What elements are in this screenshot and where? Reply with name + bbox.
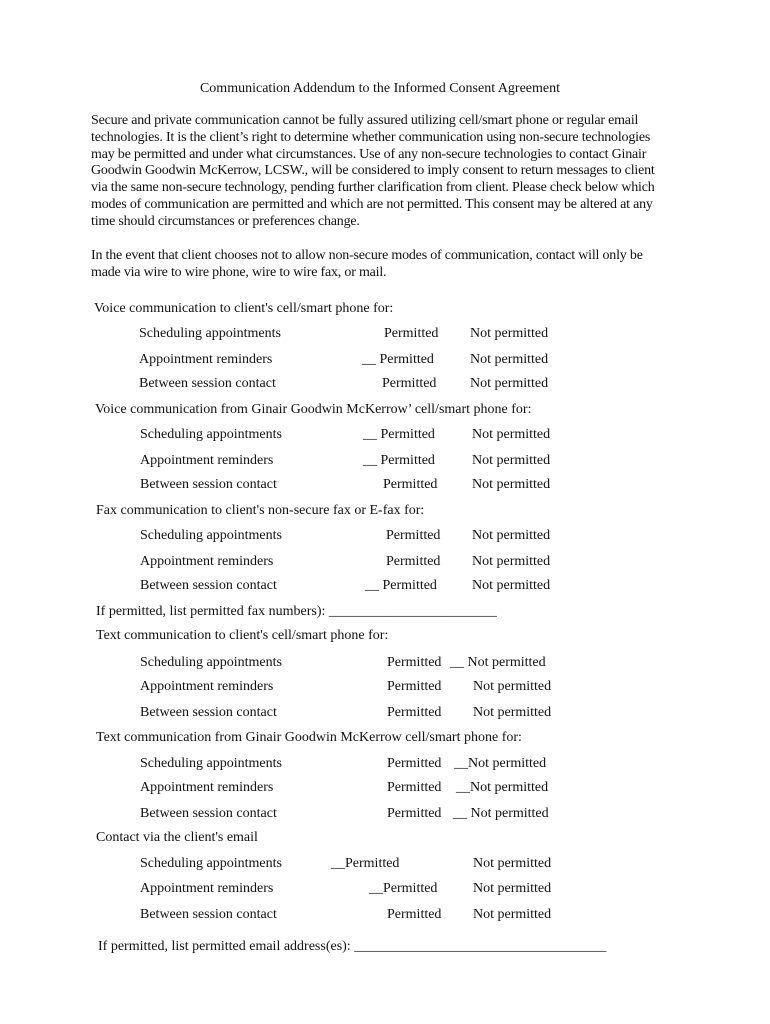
row-label: Scheduling appointments bbox=[139, 326, 281, 341]
row-label: Appointment reminders bbox=[140, 453, 274, 468]
not-permitted-option[interactable]: Not permitted bbox=[472, 477, 551, 492]
section-heading: Voice communication from Ginair Goodwin McKerrow’ cell/smart phone for: bbox=[95, 402, 532, 417]
permitted-option[interactable]: __ Permitted bbox=[363, 453, 435, 468]
permitted-option[interactable]: Permitted bbox=[387, 756, 442, 771]
row-label: Between session contact bbox=[140, 477, 277, 492]
permitted-option[interactable]: Permitted bbox=[387, 705, 442, 720]
not-permitted-option[interactable]: __ Not permitted bbox=[453, 806, 549, 821]
row-label: Scheduling appointments bbox=[140, 756, 282, 771]
fax-numbers-line[interactable]: If permitted, list permitted fax numbers): ________________________ bbox=[96, 604, 497, 619]
permitted-option[interactable]: Permitted bbox=[386, 528, 441, 543]
row-label: Appointment reminders bbox=[140, 881, 274, 896]
row-label: Between session contact bbox=[140, 907, 277, 922]
row-label: Scheduling appointments bbox=[140, 427, 282, 442]
not-permitted-option[interactable]: Not permitted bbox=[473, 881, 552, 896]
not-permitted-option[interactable]: Not permitted bbox=[473, 907, 552, 922]
permitted-option[interactable]: __ Permitted bbox=[363, 427, 435, 442]
section-heading: Voice communication to client's cell/smart phone for: bbox=[94, 301, 394, 316]
not-permitted-option[interactable]: Not permitted bbox=[472, 427, 551, 442]
row-label: Between session contact bbox=[139, 376, 276, 391]
permitted-option[interactable]: Permitted bbox=[383, 477, 438, 492]
row-label: Scheduling appointments bbox=[140, 856, 282, 871]
section-heading: Text communication from Ginair Goodwin McKerrow cell/smart phone for: bbox=[96, 730, 522, 745]
event-paragraph: In the event that client chooses not to allow non-secure modes of communication, contact will only be made via wire to wire phone, wire to wire fax, or mail. bbox=[91, 248, 643, 280]
not-permitted-option[interactable]: Not permitted bbox=[472, 453, 551, 468]
section-heading: Fax communication to client's non-secure fax or E-fax for: bbox=[96, 503, 425, 518]
permitted-option[interactable]: Permitted bbox=[386, 554, 441, 569]
permitted-option[interactable]: Permitted bbox=[382, 376, 437, 391]
section-heading: Text communication to client's cell/smart phone for: bbox=[96, 628, 389, 643]
not-permitted-option[interactable]: Not permitted bbox=[472, 554, 551, 569]
not-permitted-option[interactable]: Not permitted bbox=[473, 705, 552, 720]
row-label: Between session contact bbox=[140, 705, 277, 720]
not-permitted-option[interactable]: __Not permitted bbox=[456, 780, 549, 795]
row-label: Between session contact bbox=[140, 578, 277, 593]
not-permitted-option[interactable]: Not permitted bbox=[470, 376, 549, 391]
not-permitted-option[interactable]: Not permitted bbox=[473, 679, 552, 694]
permitted-option[interactable]: Permitted bbox=[387, 907, 442, 922]
not-permitted-option[interactable]: Not permitted bbox=[472, 578, 551, 593]
permitted-option[interactable]: Permitted bbox=[384, 326, 439, 341]
not-permitted-option[interactable]: Not permitted bbox=[470, 352, 549, 367]
not-permitted-option[interactable]: Not permitted bbox=[470, 326, 549, 341]
not-permitted-option[interactable]: Not permitted bbox=[473, 856, 552, 871]
permitted-option[interactable]: Permitted bbox=[387, 780, 442, 795]
not-permitted-option[interactable]: __Not permitted bbox=[454, 756, 547, 771]
row-label: Between session contact bbox=[140, 806, 277, 821]
permitted-option[interactable]: Permitted bbox=[387, 655, 442, 670]
row-label: Appointment reminders bbox=[140, 780, 274, 795]
not-permitted-option[interactable]: Not permitted bbox=[472, 528, 551, 543]
permitted-option[interactable]: __Permitted bbox=[369, 881, 438, 896]
row-label: Scheduling appointments bbox=[140, 655, 282, 670]
not-permitted-option[interactable]: __ Not permitted bbox=[450, 655, 546, 670]
row-label: Appointment reminders bbox=[140, 554, 274, 569]
document-title: Communication Addendum to the Informed Consent Agreement bbox=[199, 81, 561, 96]
permitted-option[interactable]: __ Permitted bbox=[365, 578, 437, 593]
permitted-option[interactable]: Permitted bbox=[387, 679, 442, 694]
section-heading: Contact via the client's email bbox=[96, 830, 258, 845]
intro-paragraph: Secure and private communication cannot be fully assured utilizing cell/smart phone or regular email technologies. It is the client’s right to determine whether communication using non-secure technologies may be permitted and under what circumstances. Use of any non-secure technologies to contact Ginair Goodwin Goodwin McKerrow, LCSW., will be considered to imply consent to return messages to client via the same non-secure technology, pending further clarification from client. Please check below which modes of communication are permitted and which are not permitted. This consent may be altered at any time should circumstances or preferences change. bbox=[91, 113, 655, 229]
row-label: Scheduling appointments bbox=[140, 528, 282, 543]
row-label: Appointment reminders bbox=[140, 679, 274, 694]
permitted-option[interactable]: Permitted bbox=[387, 806, 442, 821]
permitted-option[interactable]: __ Permitted bbox=[362, 352, 434, 367]
email-address-line[interactable]: If permitted, list permitted email address(es): ____________________________________ bbox=[98, 939, 607, 954]
permitted-option[interactable]: __Permitted bbox=[331, 856, 400, 871]
row-label: Appointment reminders bbox=[139, 352, 273, 367]
